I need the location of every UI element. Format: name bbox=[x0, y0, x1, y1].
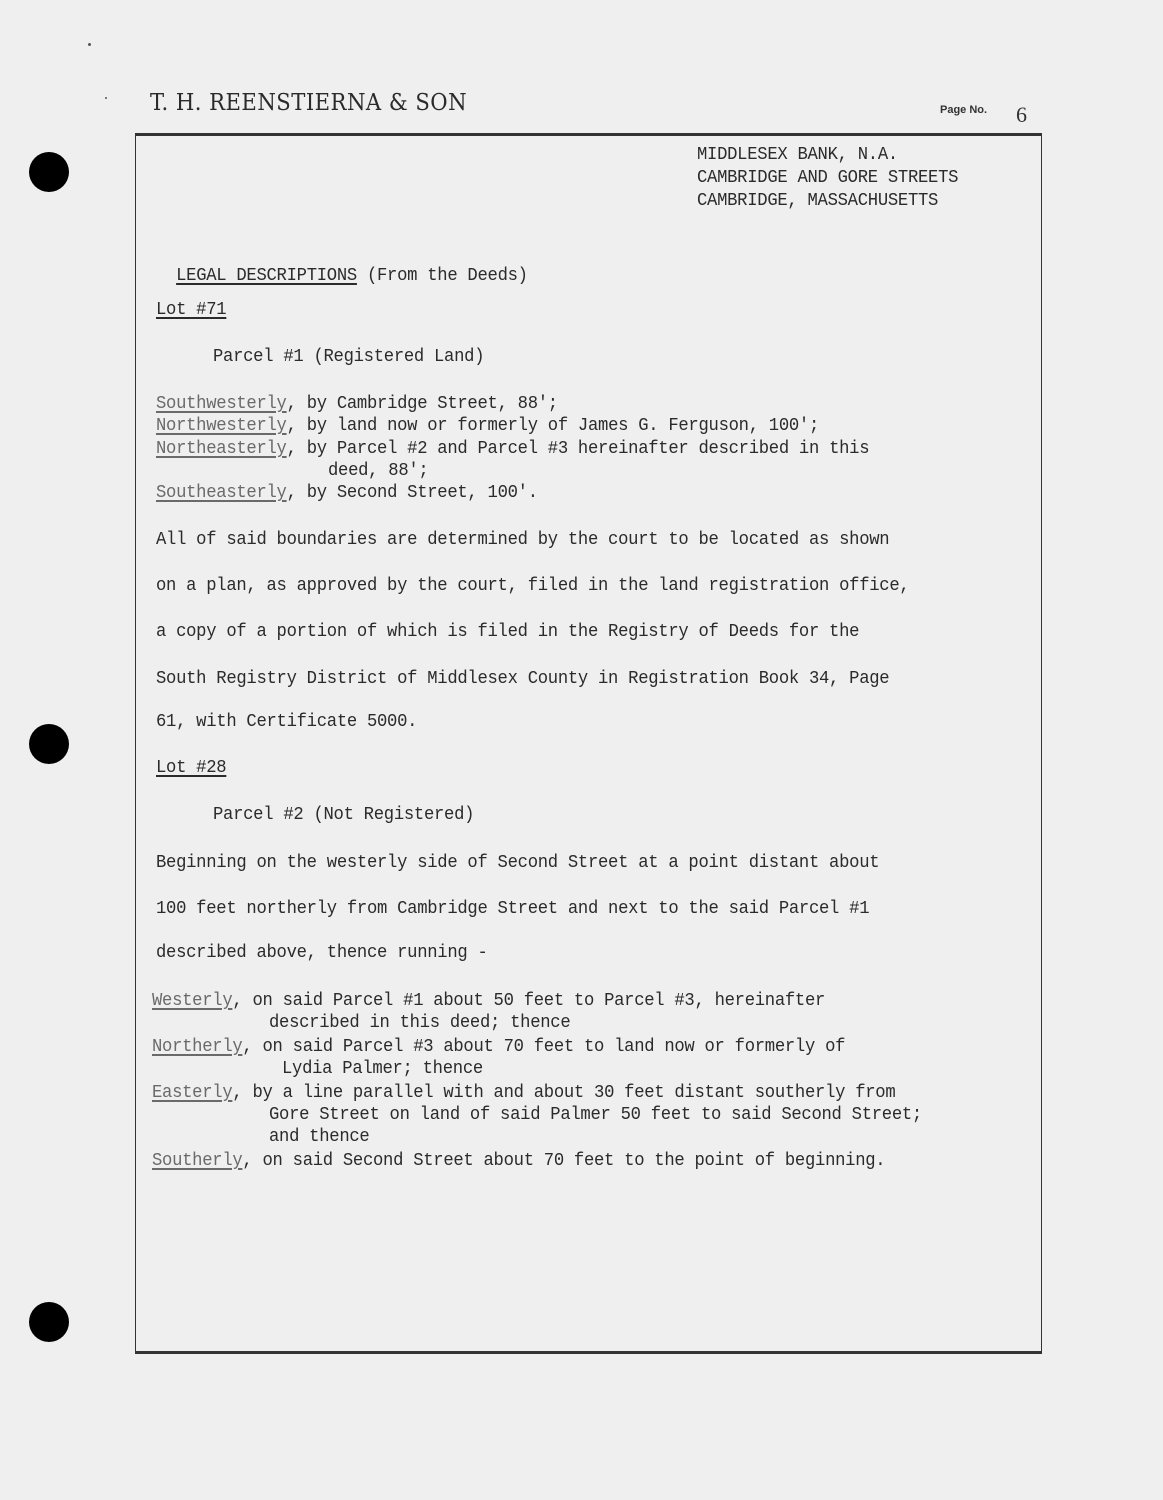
paper-speck bbox=[88, 43, 91, 46]
boundary-westerly bbox=[152, 990, 825, 1011]
boundary-easterly-continuation: and thence bbox=[269, 1126, 370, 1147]
boundary-easterly bbox=[152, 1082, 895, 1103]
lot-71-paragraph-line: 61, with Certificate 5000. bbox=[156, 711, 418, 732]
boundary-northeasterly-continuation: deed, 88'; bbox=[328, 460, 429, 481]
company-letterhead: T. H. REENSTIERNA & SON bbox=[150, 90, 468, 116]
boundary-westerly-continuation: described in this deed; thence bbox=[269, 1012, 571, 1033]
boundary-direction: Northwesterly bbox=[156, 415, 287, 436]
hole-punch-top bbox=[29, 152, 69, 192]
hole-punch-middle bbox=[29, 724, 69, 764]
parcel-2-title: Parcel #2 (Not Registered) bbox=[213, 804, 475, 825]
lot-28-label: Lot #28 bbox=[156, 757, 227, 778]
lot-71-paragraph-line: a copy of a portion of which is filed in the Registry of Deeds for the bbox=[156, 621, 860, 642]
lot-28-paragraph-line: described above, thence running - bbox=[156, 942, 488, 963]
address-line-2: CAMBRIDGE AND GORE STREETS bbox=[697, 167, 959, 188]
boundary-text: , on said Parcel #3 about 70 feet to land now or formerly of bbox=[242, 1036, 846, 1057]
lot-71-paragraph-line: on a plan, as approved by the court, filed in the land registration office, bbox=[156, 575, 910, 596]
boundary-text: , by Cambridge Street, 88'; bbox=[286, 393, 558, 414]
page-number: 6 bbox=[1016, 102, 1027, 127]
boundary-northeasterly bbox=[156, 438, 869, 459]
boundary-southerly bbox=[152, 1150, 885, 1171]
boundary-southeasterly bbox=[156, 482, 538, 503]
parcel-1-title: Parcel #1 (Registered Land) bbox=[213, 346, 485, 367]
lot-71-label: Lot #71 bbox=[156, 299, 227, 320]
address-line-3: CAMBRIDGE, MASSACHUSETTS bbox=[697, 190, 939, 211]
lot-28-paragraph-line: 100 feet northerly from Cambridge Street and next to the said Parcel #1 bbox=[156, 898, 870, 919]
boundary-direction: Northeasterly bbox=[156, 438, 287, 459]
boundary-direction: Easterly bbox=[152, 1082, 233, 1103]
boundary-text: , on said Parcel #1 about 50 feet to Parcel #3, hereinafter bbox=[232, 990, 826, 1011]
boundary-text: , by land now or formerly of James G. Ferguson, 100'; bbox=[286, 415, 820, 436]
boundary-direction: Westerly bbox=[152, 990, 233, 1011]
boundary-northwesterly bbox=[156, 415, 819, 436]
lot-71-paragraph-line: South Registry District of Middlesex County in Registration Book 34, Page bbox=[156, 668, 890, 689]
boundary-northerly bbox=[152, 1036, 845, 1057]
page-number-label: Page No. bbox=[940, 104, 988, 116]
hole-punch-bottom bbox=[29, 1302, 69, 1342]
boundary-text: , by Second Street, 100'. bbox=[286, 482, 538, 503]
boundary-text: , by a line parallel with and about 30 feet distant southerly from bbox=[232, 1082, 896, 1103]
address-line-1: MIDDLESEX BANK, N.A. bbox=[697, 144, 898, 165]
boundary-easterly-continuation: Gore Street on land of said Palmer 50 feet to said Second Street; bbox=[269, 1104, 922, 1125]
section-heading-title: LEGAL DESCRIPTIONS bbox=[176, 265, 357, 286]
boundary-direction: Northerly bbox=[152, 1036, 243, 1057]
boundary-direction: Southeasterly bbox=[156, 482, 287, 503]
boundary-northerly-continuation: Lydia Palmer; thence bbox=[282, 1058, 483, 1079]
boundary-text: , by Parcel #2 and Parcel #3 hereinafter described in this bbox=[286, 438, 870, 459]
section-heading-suffix: (From the Deeds) bbox=[356, 265, 528, 286]
lot-28-paragraph-line: Beginning on the westerly side of Second Street at a point distant about bbox=[156, 852, 880, 873]
boundary-southwesterly bbox=[156, 393, 558, 414]
lot-71-paragraph-line: All of said boundaries are determined by the court to be located as shown bbox=[156, 529, 890, 550]
section-heading bbox=[156, 244, 528, 286]
boundary-direction: Southerly bbox=[152, 1150, 243, 1171]
boundary-direction: Southwesterly bbox=[156, 393, 287, 414]
paper-speck bbox=[105, 97, 107, 99]
boundary-text: , on said Second Street about 70 feet to the point of beginning. bbox=[242, 1150, 886, 1171]
